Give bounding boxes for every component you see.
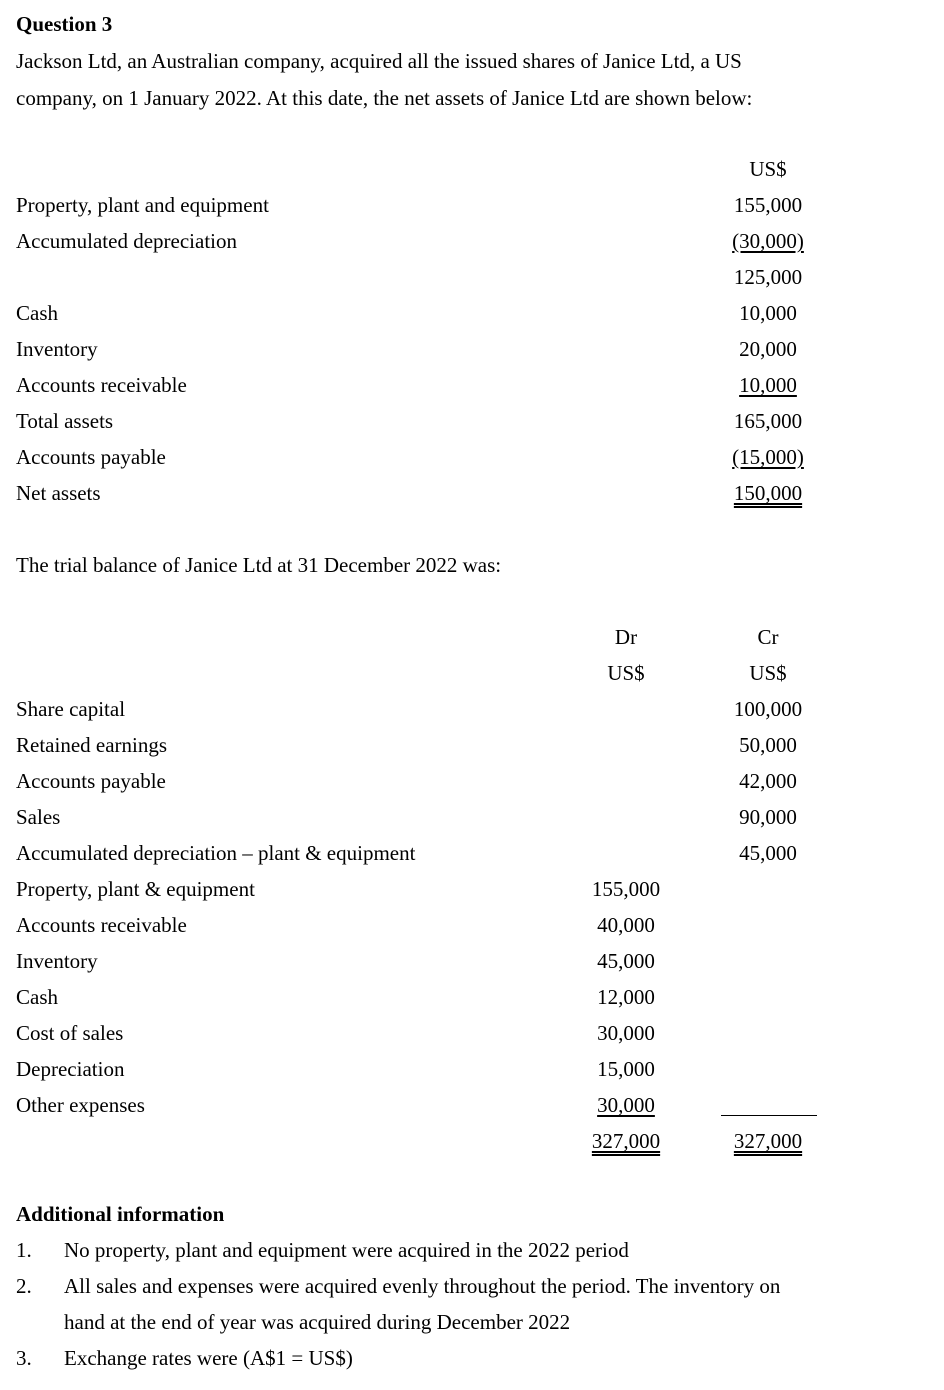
net-assets-label: Net assets <box>16 481 101 505</box>
list-item-number: 2. <box>16 1274 32 1298</box>
tb-cr-value: 45,000 <box>739 841 797 865</box>
tb-label: Accounts payable <box>16 769 166 793</box>
intro-line-1: Jackson Ltd, an Australian company, acquired all the issued shares of Janice Ltd, a US <box>16 49 742 73</box>
tb-dr-value: 155,000 <box>591 877 661 901</box>
dr-currency: US$ <box>607 661 645 685</box>
net-assets-value: 165,000 <box>733 409 803 433</box>
cr-column-rule <box>721 1115 817 1116</box>
list-item-number: 1. <box>16 1238 32 1262</box>
net-assets-label: Cash <box>16 301 58 325</box>
additional-info-heading: Additional information <box>16 1202 225 1226</box>
net-assets-label: Accumulated depreciation <box>16 229 237 253</box>
tb-dr-value: 40,000 <box>597 913 655 937</box>
tb-dr-value: 15,000 <box>597 1057 655 1081</box>
tb-dr-value: 30,000 <box>597 1021 655 1045</box>
list-item-text: Exchange rates were (A$1 = US$) <box>64 1346 353 1370</box>
intro-line-2: company, on 1 January 2022. At this date, the net assets of Janice Ltd are shown below: <box>16 86 753 110</box>
tb-cr-value: 42,000 <box>739 769 797 793</box>
net-assets-value: 10,000 <box>739 373 797 397</box>
tb-label: Inventory <box>16 949 98 973</box>
list-item-text: All sales and expenses were acquired evenly throughout the period. The inventory on <box>64 1274 781 1298</box>
tb-cr-total: 327,000 <box>733 1129 803 1153</box>
tb-dr-value: 45,000 <box>597 949 655 973</box>
net-assets-label: Accounts receivable <box>16 373 187 397</box>
tb-label: Cash <box>16 985 58 1009</box>
tb-label: Accumulated depreciation – plant & equipment <box>16 841 416 865</box>
tb-label: Share capital <box>16 697 126 721</box>
net-assets-value: 10,000 <box>739 301 797 325</box>
net-assets-subtotal: 125,000 <box>733 265 803 289</box>
tb-cr-value: 100,000 <box>733 697 803 721</box>
tb-dr-total: 327,000 <box>591 1129 661 1153</box>
list-item-text: No property, plant and equipment were acquired in the 2022 period <box>64 1238 629 1262</box>
list-item-text-continued: hand at the end of year was acquired during December 2022 <box>64 1310 571 1334</box>
net-assets-value: (15,000) <box>732 445 804 469</box>
question-title: Question 3 <box>16 12 113 36</box>
dr-header: Dr <box>614 625 638 649</box>
tb-label: Cost of sales <box>16 1021 124 1045</box>
net-assets-currency-header: US$ <box>749 157 787 181</box>
tb-dr-value: 30,000 <box>597 1093 655 1117</box>
tb-label: Other expenses <box>16 1093 145 1117</box>
net-assets-label: Total assets <box>16 409 114 433</box>
cr-currency: US$ <box>749 661 787 685</box>
tb-dr-value: 12,000 <box>597 985 655 1009</box>
net-assets-label: Inventory <box>16 337 98 361</box>
tb-label: Property, plant & equipment <box>16 877 255 901</box>
net-assets-label: Accounts payable <box>16 445 166 469</box>
tb-label: Depreciation <box>16 1057 125 1081</box>
cr-header: Cr <box>757 625 779 649</box>
net-assets-label: Property, plant and equipment <box>16 193 269 217</box>
net-assets-value: (30,000) <box>732 229 804 253</box>
tb-cr-value: 90,000 <box>739 805 797 829</box>
net-assets-total: 150,000 <box>733 481 803 505</box>
tb-cr-value: 50,000 <box>739 733 797 757</box>
net-assets-value: 155,000 <box>733 193 803 217</box>
tb-label: Sales <box>16 805 61 829</box>
tb-label: Accounts receivable <box>16 913 187 937</box>
net-assets-value: 20,000 <box>739 337 797 361</box>
tb-label: Retained earnings <box>16 733 168 757</box>
list-item-number: 3. <box>16 1346 32 1370</box>
trial-balance-intro: The trial balance of Janice Ltd at 31 December 2022 was: <box>16 553 502 577</box>
